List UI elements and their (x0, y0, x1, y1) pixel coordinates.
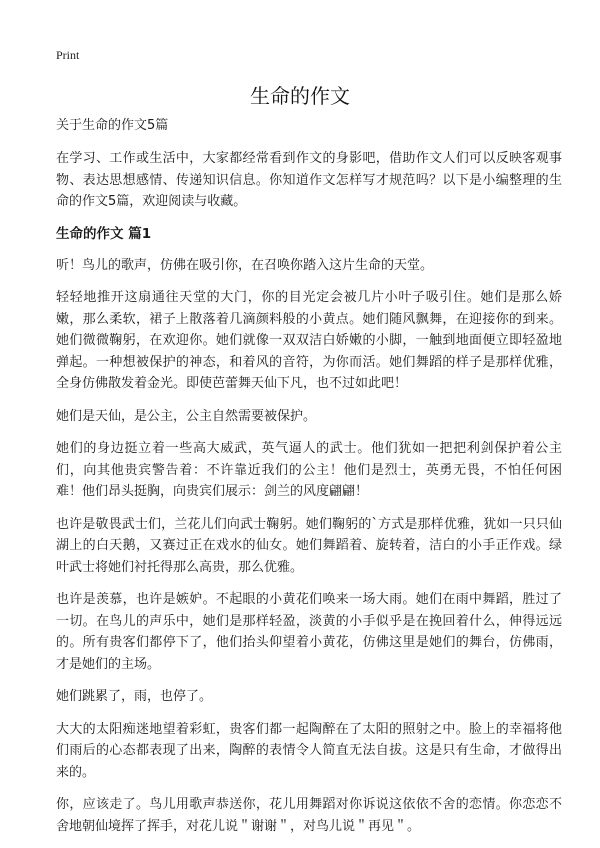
paragraph: 她们的身边挺立着一些高大威武，英气逼人的武士。他们犹如一把把利剑保护着公主们，向其他贵宾警告着：不许靠近我们的公主！他们是烈士，英勇无畏，不怕任何困难！他们昂头挺胸，向贵宾们展示：剑兰的风度翩翩！ (56, 441, 562, 499)
paragraph: 你，应该走了。鸟儿用歌声恭送你，花儿用舞蹈对你诉说这依依不舍的恋情。你恋恋不舍地朝仙境挥了挥手，对花儿说＂谢谢＂，对鸟儿说＂再见＂。 (56, 797, 562, 834)
paragraph: 也许是敬畏武士们，兰花儿们向武士鞠躬。她们鞠躬的`方式是那样优雅，犹如一只只仙湖上的白天鹅，又赛过正在戏水的仙女。她们舞蹈着、旋转着，洁白的小手正作戏。绿叶武士将她们衬托得那么高贵，那么优雅。 (56, 516, 562, 575)
paragraph: 她们是天仙，是公主，公主自然需要被保护。 (56, 408, 317, 424)
paragraph: 轻轻地推开这扇通往天堂的大门，你的目光定会被几片小叶子吸引住。她们是那么娇嫩，那么柔软，裙子上散落着几滴颜料般的小黄点。她们随风飘舞，在迎接你的到来。她们微微鞠躬，在欢迎你。她们就像一双双洁白娇嫩的小脚，一触到地面便立即轻盈地弹起。一种想被保护的神态，和着风的音符，为你而活。她们舞蹈的样子是那样优雅，全身仿佛散发着金光。即使芭蕾舞天仙下凡，也不过如此吧！ (56, 290, 562, 391)
paragraph: 她们跳累了，雨，也停了。 (56, 689, 213, 704)
print-link[interactable]: Print (56, 48, 80, 62)
paragraph: 也许是羡慕，也许是嫉妒。不起眼的小黄花们唤来一场大雨。她们在雨中舞蹈，胜过了一切。在鸟儿的声乐中，她们是那样轻盈，淡黄的小手似乎是在挽回着什么，伸得远远的。所有贵客们都停下了，他们抬头仰望着小黄花，仿佛这里是她们的舞台，仿佛雨，才是她们的主场。 (56, 592, 562, 672)
intro-paragraph: 在学习、工作或生活中，大家都经常看到作文的身影吧，借助作文人们可以反映客观事物、表达思想感情、传递知识信息。你知道作文怎样写才规范吗？以下是小编整理的生命的作文5篇，欢迎阅读与收藏。 (56, 151, 562, 209)
paragraph: 听！鸟儿的歌声，仿佛在吸引你，在召唤你踏入这片生命的天堂。 (56, 257, 434, 273)
paragraph: 大大的太阳痴迷地望着彩虹，贵客们都一起陶醉在了太阳的照射之中。脸上的幸福将他们雨后的心态都表现了出来，陶醉的表情令人简直无法自拔。这是只有生命，才做得出来的。 (56, 721, 562, 780)
section-heading: 生命的作文 篇1 (56, 225, 152, 242)
article-body (56, 116, 562, 848)
page-title: 生命的作文 (250, 84, 350, 108)
article-subtitle: 关于生命的作文5篇 (56, 118, 169, 133)
